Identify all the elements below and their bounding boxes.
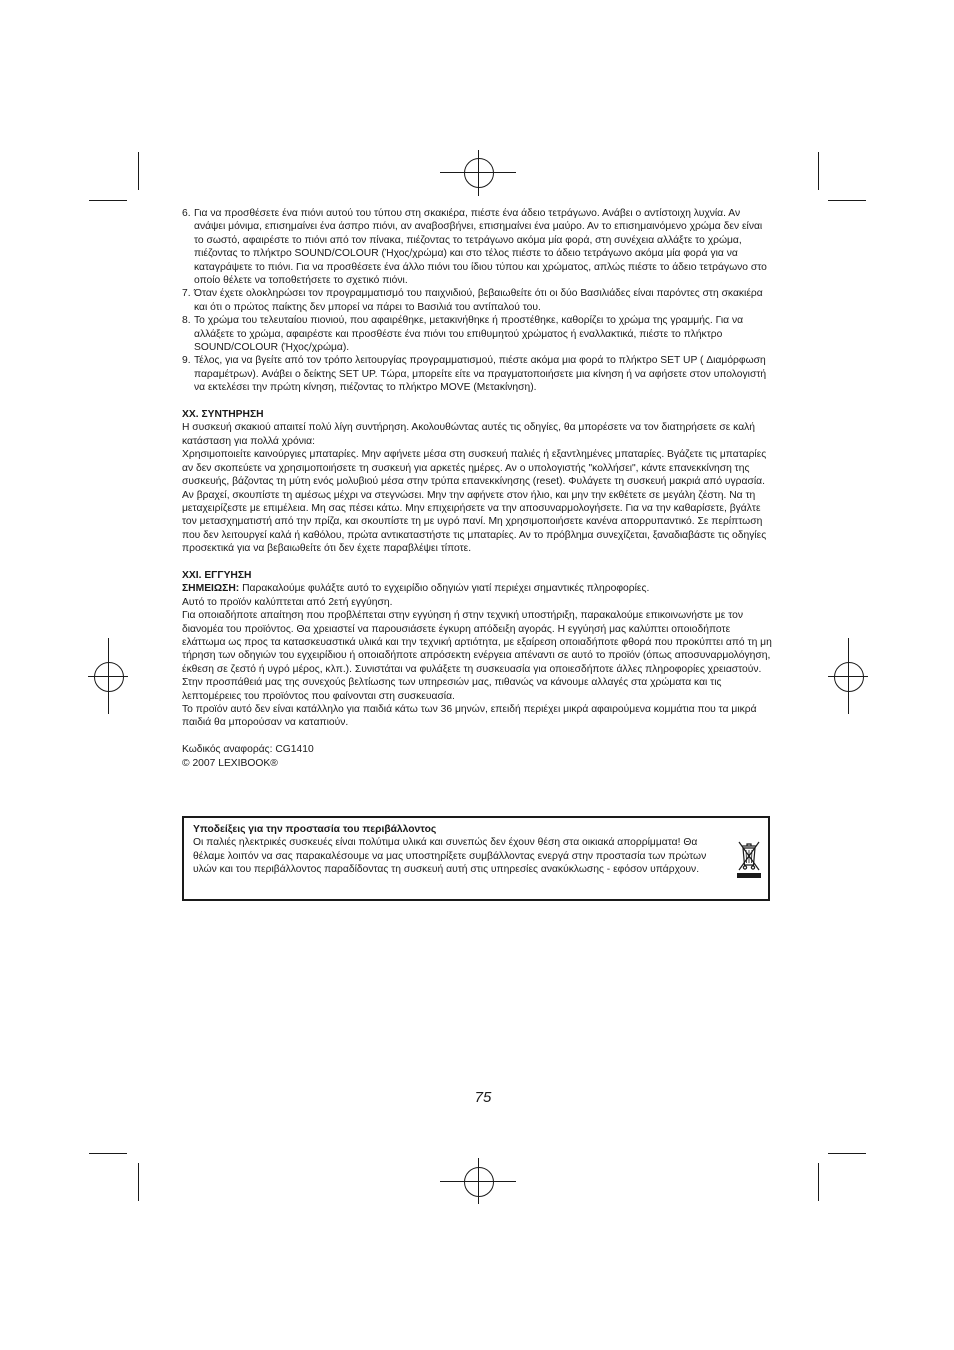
- instruction-list: [182, 207, 772, 395]
- warranty-heading: XXI. ΕΓΓΥΗΣΗ: [182, 569, 252, 581]
- warranty-paragraph: Αυτό το προϊόν καλύπτεται από 2ετή εγγύηση.: [182, 596, 393, 608]
- warranty-paragraph: Για οποιαδήποτε απαίτηση που προβλέπεται στην εγγύηση ή στην τεχνική υποστήριξη, παρακαλούμε επικοινωνήστε με τον διανομέα του προϊόντος. Θα χρειαστεί να παρουσιάσετε έγκυρη απόδειξη αγοράς. Η εγγύησή μας καλύπτει οποιοδήποτε ελάττωμα ως προς τα κατασκευαστικά υλικά και την τεχνική αρτιότητα, με εξαίρεση οποιαδήποτε φθορά που προκύπτει από τη μη τήρηση των οδηγιών του εγχειρίδιου ή οποιαδήποτε απρόσεκτη ενέργεια απέναντι σε αυτό το προϊόν (όπως αποσυναρμολόγηση, έκθεση σε ζεστό ή υγρό μέρος, κλπ.). Συνιστάται να φυλάξετε τη συσκευασία για οποιεσδήποτε άλλες πληροφορίες χρειαστούν.: [182, 610, 772, 675]
- crop-mark: [828, 200, 866, 201]
- copyright: © 2007 LEXIBOOK®: [182, 757, 278, 769]
- environment-notice-title: Υποδείξεις για την προστασία του περιβάλλοντος: [193, 824, 437, 835]
- warranty-note: [182, 582, 772, 595]
- page-number: 75: [474, 1089, 492, 1106]
- maintenance-heading: XX. ΣΥΝΤΗΡΗΣΗ: [182, 409, 264, 421]
- warranty-note-text: Παρακαλούμε φυλάξτε αυτό το εγχειρίδιο οδηγιών γιατί περιέχει σημαντικές πληροφορίες.: [239, 583, 650, 595]
- reference-code: Κωδικός αναφοράς: CG1410: [182, 744, 314, 756]
- page-content: [182, 207, 772, 770]
- list-item: 6. Για να προσθέσετε ένα πιόνι αυτού του τύπου στη σκακιέρα, πιέστε ένα άδειο τετράγωνο. Ανάβει ο αντίστοιχη λυχνία. Αν ανάψει μόνιμα, επισημαίνει ένα άσπρο πιόνι, αν αναβοσβήνει, επισημαίνει ένα μαύρο. Αν το επισημαινόμενο χρώμα δεν είναι το σωστό, αφαιρέστε το πιόνι από τον πίνακα, πιέζοντας το τετράγωνο ακόμα μία φορά, στη συνέχεια αλλάξτε το χρώμα, πιέζοντας το πλήκτρο SOUND/COLOUR (Ήχος/χρώμα) και στο τέλος πιέστε το άδειο τετράγωνο ακόμα μία φορά για να καταγράψετε το πιόνι. Για να προσθέσετε ένα άλλο πιόνι του ίδιου τύπου και χρώματος, απλώς πιέστε το άδειο τετράγωνο στο οποίο θέλετε να τοποθετήσετε το σχετικό πιόνι.: [182, 208, 767, 287]
- maintenance-paragraph: Η συσκευή σκακιού απαιτεί πολύ λίγη συντήρηση. Ακολουθώντας αυτές τις οδηγίες, θα μπορέσετε να τον διατηρήσετε σε καλή κατάσταση για πολλά χρόνια:: [182, 422, 756, 447]
- warranty-note-label: ΣΗΜΕΙΩΣΗ:: [182, 583, 240, 595]
- maintenance-paragraph: Χρησιμοποιείτε καινούργιες μπαταρίες. Μην αφήνετε μέσα στη συσκευή παλιές ή εξαντλημένες μπαταρίες. Βγάζετε τις μπαταρίες αν δεν σκοπεύετε να χρησιμοποιήσετε τη συσκευή για αρκετές ημέρες. Αν ο υπολογιστής "κολλήσει", κάντε επανεκκίνηση της συσκευής, βάζοντας τη μύτη ενός μολυβιού μέσα στην τρύπα επανεκκίνησης (reset). Φυλάγετε τη συσκευή μακριά από υγρασία. Αν βραχεί, σκουπίστε τη αμέσως μέχρι να στεγνώσει. Μην την αφήνετε στον ήλιο, και μην την εκθέτετε σε μεγάλη ζέστη. Να τη μεταχειρίζεστε με επιμέλεια. Μη σας πέσει κάτω. Μην επιχειρήσετε να την αποσυναρμολογήσετε. Για να την καθαρίσετε, βγάλτε τον μετασχηματιστή από την πρίζα, και σκουπίστε τη με υγρό πανί. Μη χρησιμοποιήσετε κανένα απορρυπαντικό. Σε περίπτωση που δεν λειτουργεί καλά ή καθόλου, πρώτα αντικαταστήστε τις μπαταρίες. Αν το πρόβλημα συνεχίζεται, ξαναδιαβάστε τις οδηγίες προσεκτικά για να βεβαιωθείτε ότι δεν έχετε παραβλέψει τίποτε.: [182, 449, 767, 555]
- list-item: 9. Τέλος, για να βγείτε από τον τρόπο λειτουργίας προγραμματισμού, πιέστε ακόμα μια φορά το πλήκτρο SET UP ( Διαμόρφωση παραμέτρων). Ανάβει ο δείκτης SET UP. Τώρα, μπορείτε είτε να πραγματοποιήσετε μια κίνηση ή να αφήσετε στον υπολογιστή να εκτελέσει την πρώτη κίνηση, πιέζοντας το πλήκτρο MOVE (Μετακίνηση).: [182, 355, 767, 394]
- crop-mark: [89, 1153, 127, 1154]
- environment-notice-box: [182, 816, 770, 901]
- crossed-out-wheelie-bin-icon: [737, 839, 761, 879]
- list-item: 7. Όταν έχετε ολοκληρώσει τον προγραμματισμό του παιχνιδιού, βεβαιωθείτε ότι οι δύο Βασιλιάδες είναι παρόντες στη σκακιέρα και ότι ο πρώτος παίκτης δεν μπορεί να πάρει το Βασιλιά του αντίπαλού του.: [182, 288, 763, 313]
- environment-notice-text: Οι παλιές ηλεκτρικές συσκευές είναι πολύτιμα υλικά και συνεπώς δεν έχουν θέση στα οικιακά απορρίμματα! Θα θέλαμε λοιπόν να σας παρακαλέσουμε να μας υποστηρίξετε συμβάλλοντας ενεργά στην προστασία των πρώτων υλών και του περιβάλλοντος παραδίδοντας τη συσκευή αυτή στις υπηρεσίες ανακύκλωσης - εφόσον υπάρχουν.: [193, 837, 707, 876]
- warranty-paragraph: Στην προσπάθειά μας της συνεχούς βελτίωσης των υπηρεσιών μας, πιθανώς να κάνουμε αλλαγές στα χρώματα και τις λεπτομέρειες του προϊόντος που φαίνονται στη συσκευασία.: [182, 677, 722, 702]
- crop-mark: [138, 1163, 139, 1201]
- warranty-paragraph: Το προϊόν αυτό δεν είναι κατάλληλο για παιδιά κάτω των 36 μηνών, επειδή περιέχει μικρά αφαιρούμενα κομμάτια που τα μικρά παιδιά θα μπορούσαν να καταπιούν.: [182, 704, 757, 729]
- crop-mark: [828, 1153, 866, 1154]
- crop-mark: [89, 200, 127, 201]
- crop-mark: [138, 152, 139, 190]
- list-item: 8. Το χρώμα του τελευταίου πιονιού, που αφαιρέθηκε, μετακινήθηκε ή προστέθηκε, καθορίζει το χρώμα της γραμμής. Για να αλλάξετε το χρώμα, αφαιρέστε και προσθέστε ένα πιόνι του επιθυμητού χρώματος ή εναλλακτικά, πιέστε το πλήκτρο SOUND/COLOUR (Ήχος/χρώμα).: [182, 315, 744, 354]
- crop-mark: [818, 1163, 819, 1201]
- crop-mark: [818, 152, 819, 190]
